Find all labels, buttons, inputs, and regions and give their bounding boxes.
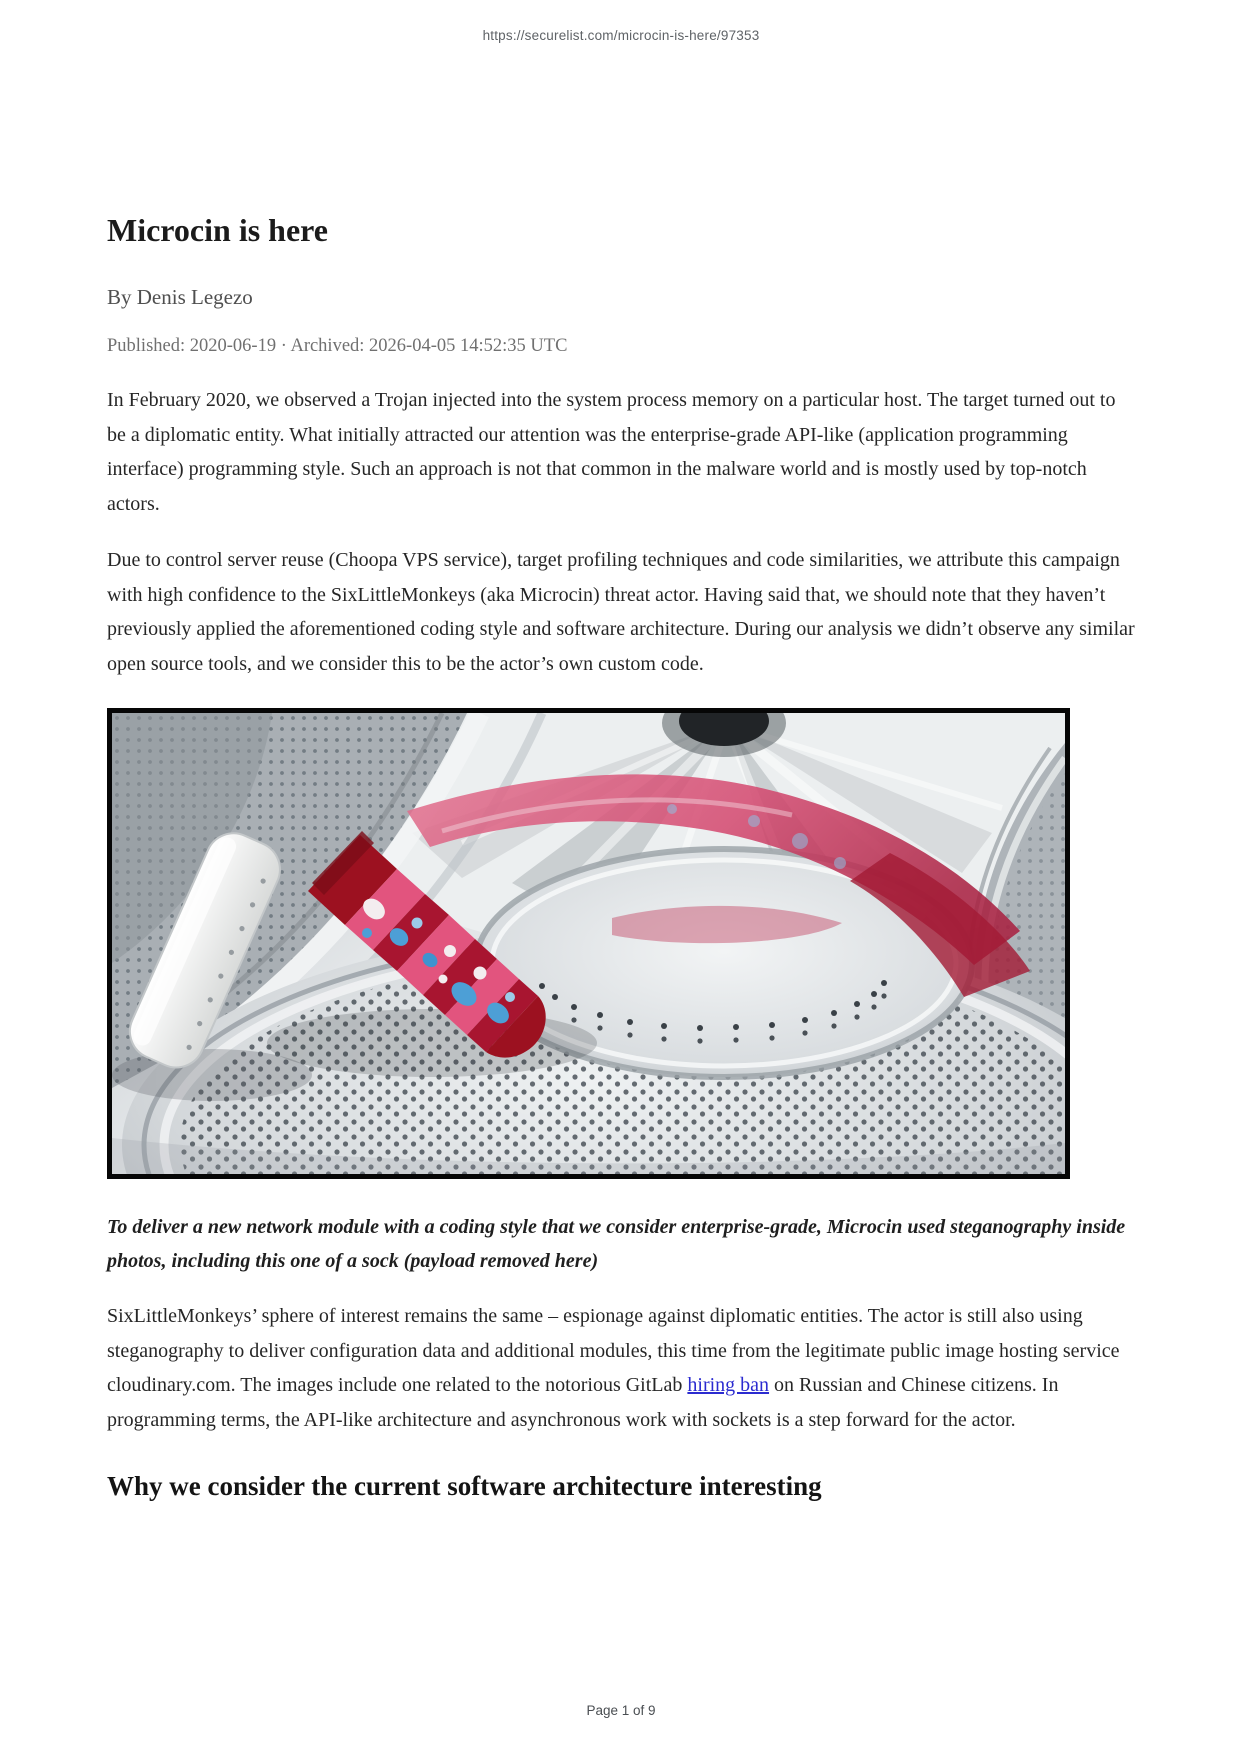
article-byline: By Denis Legezo (107, 285, 253, 309)
article-paragraph-2: Due to control server reuse (Choopa VPS service), target profiling techniques and code similarities, we attribute this campaign with high confidence to the SixLittleMonkeys (aka Microcin) threat actor. Having said that, we should note that they haven’t previously applied the aforementioned coding style and software architecture. During our analysis we didn’t observe any similar open source tools, and we consider this to be the actor’s own custom code. (107, 549, 1135, 675)
image-caption: To deliver a new network module with a coding style that we consider enterprise-grade, Microcin used steganography inside photos, including this one of a sock (payload removed here) (107, 1216, 1126, 1272)
paragraph-3-text-before-link: SixLittleMonkeys’ sphere of interest remains the same – espionage against diplomatic entities. The actor is still also using steganography to deliver configuration data and additional modules, this time from the legitimate public image hosting service cloudinary.com. The images include one related to the notorious GitLab (107, 1305, 1120, 1396)
paragraph-3-text-after-link: on Russian and Chinese citizens. In programming terms, the API-like architecture and asynchronous work with sockets is a step forward for the actor. (107, 1374, 1059, 1431)
article (107, 0, 1137, 1503)
article-paragraph-1: In February 2020, we observed a Trojan injected into the system process memory on a particular host. The target turned out to be a diplomatic entity. What initially attracted our attention was the enterprise-grade API-like (application programming interface) programming style. Such an approach is not that common in the malware world and is mostly used by top-notch actors. (107, 389, 1116, 515)
washing-machine-photo (107, 708, 1070, 1179)
archive-url: https://securelist.com/microcin-is-here/97353 (482, 28, 760, 43)
section-heading: Why we consider the current software architecture interesting (107, 1471, 822, 1501)
page-indicator: Page 1 of 9 (586, 1703, 656, 1718)
washing-machine-photo-graphic (112, 713, 1065, 1174)
hiring-ban-link[interactable]: hiring ban (687, 1374, 770, 1396)
article-title: Microcin is here (107, 212, 328, 248)
article-paragraph-3 (107, 1299, 1137, 1437)
article-meta: Published: 2020-06-19 · Archived: 2026-04-05 14:52:35 UTC (107, 336, 568, 356)
